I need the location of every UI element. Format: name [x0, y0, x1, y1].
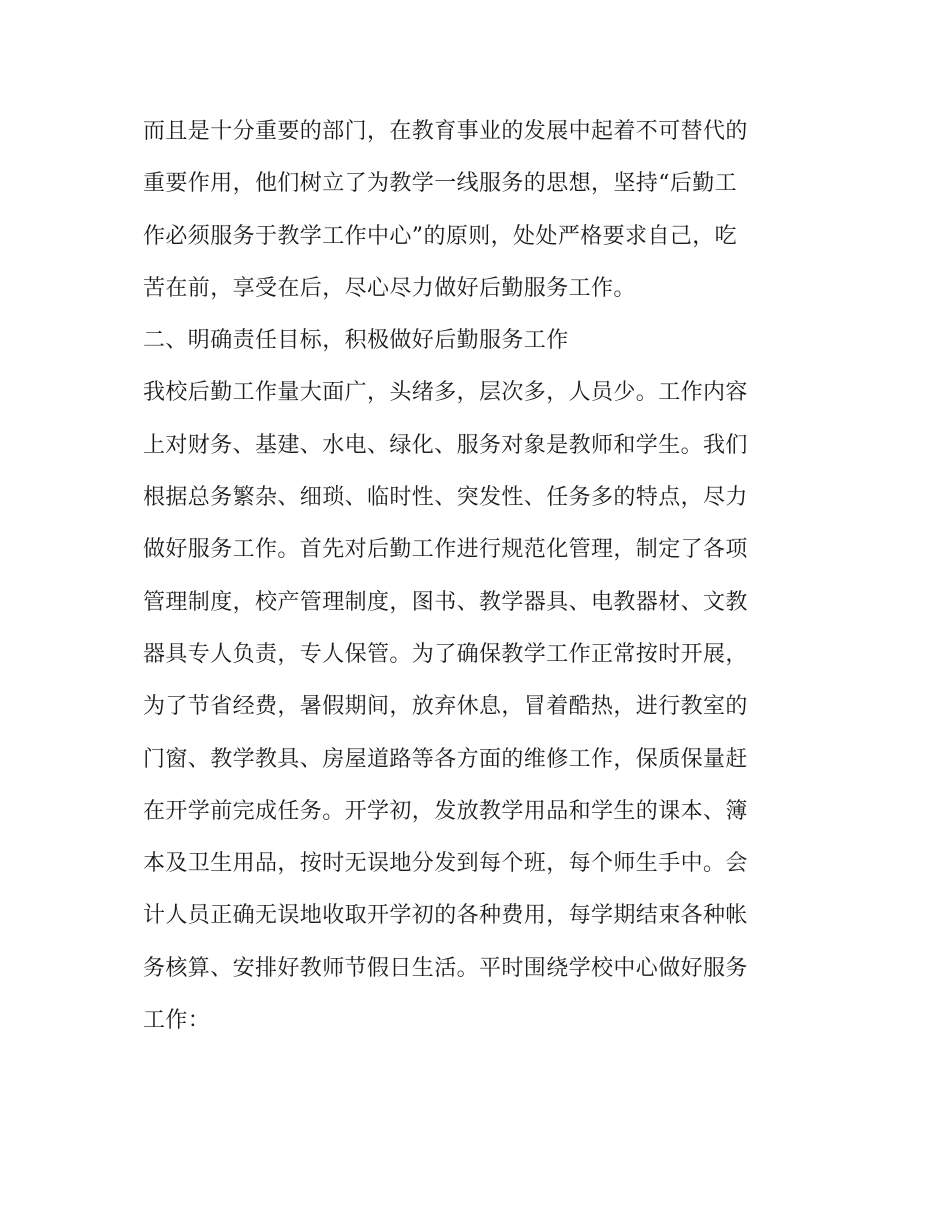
text-line: 做好服务工作。首先对后勤工作进行规范化管理，制定了各项: [143, 537, 748, 563]
text-line: 计人员正确无误地收取开学初的各种费用，每学期结束各种帐: [143, 903, 748, 929]
text-line: 根据总务繁杂、细琐、临时性、突发性、任务多的特点，尽力: [143, 485, 748, 511]
text-line: 在开学前完成任务。开学初，发放教学用品和学生的课本、簿: [143, 798, 748, 824]
text-line: 器具专人负责，专人保管。为了确保教学工作正常按时开展，: [143, 641, 748, 667]
text-line: 上对财务、基建、水电、绿化、服务对象是教师和学生。我们: [143, 432, 748, 458]
text-line: 为了节省经费，暑假期间，放弃休息，冒着酷热，进行教室的: [143, 694, 748, 720]
text-line: 苦在前，享受在后，尽心尽力做好后勤服务工作。: [143, 275, 636, 301]
text-line: 而且是十分重要的部门，在教育事业的发展中起着不可替代的: [143, 119, 748, 144]
text-line: 管理制度，校产管理制度，图书、教学器具、电教器材、文教: [143, 589, 748, 615]
text-line: 重要作用，他们树立了为教学一线服务的思想，坚持“后勤工: [143, 171, 738, 197]
text-line: 作必须服务于教学工作中心”的原则，处处严格要求自己，吃: [143, 223, 738, 249]
text-line: 工作：: [143, 1008, 211, 1034]
text-line: 本及卫生用品，按时无误地分发到每个班，每个师生手中。会: [143, 851, 748, 877]
body-text: [143, 106, 823, 1047]
text-line: 务核算、安排好教师节假日生活。平时围绕学校中心做好服务: [143, 955, 748, 981]
text-line: 门窗、教学教具、房屋道路等各方面的维修工作，保质保量赶: [143, 746, 748, 772]
section-heading: 二、明确责任目标，积极做好后勤服务工作: [143, 328, 569, 354]
text-line: 我校后勤工作量大面广，头绪多，层次多，人员少。工作内容: [143, 380, 748, 406]
